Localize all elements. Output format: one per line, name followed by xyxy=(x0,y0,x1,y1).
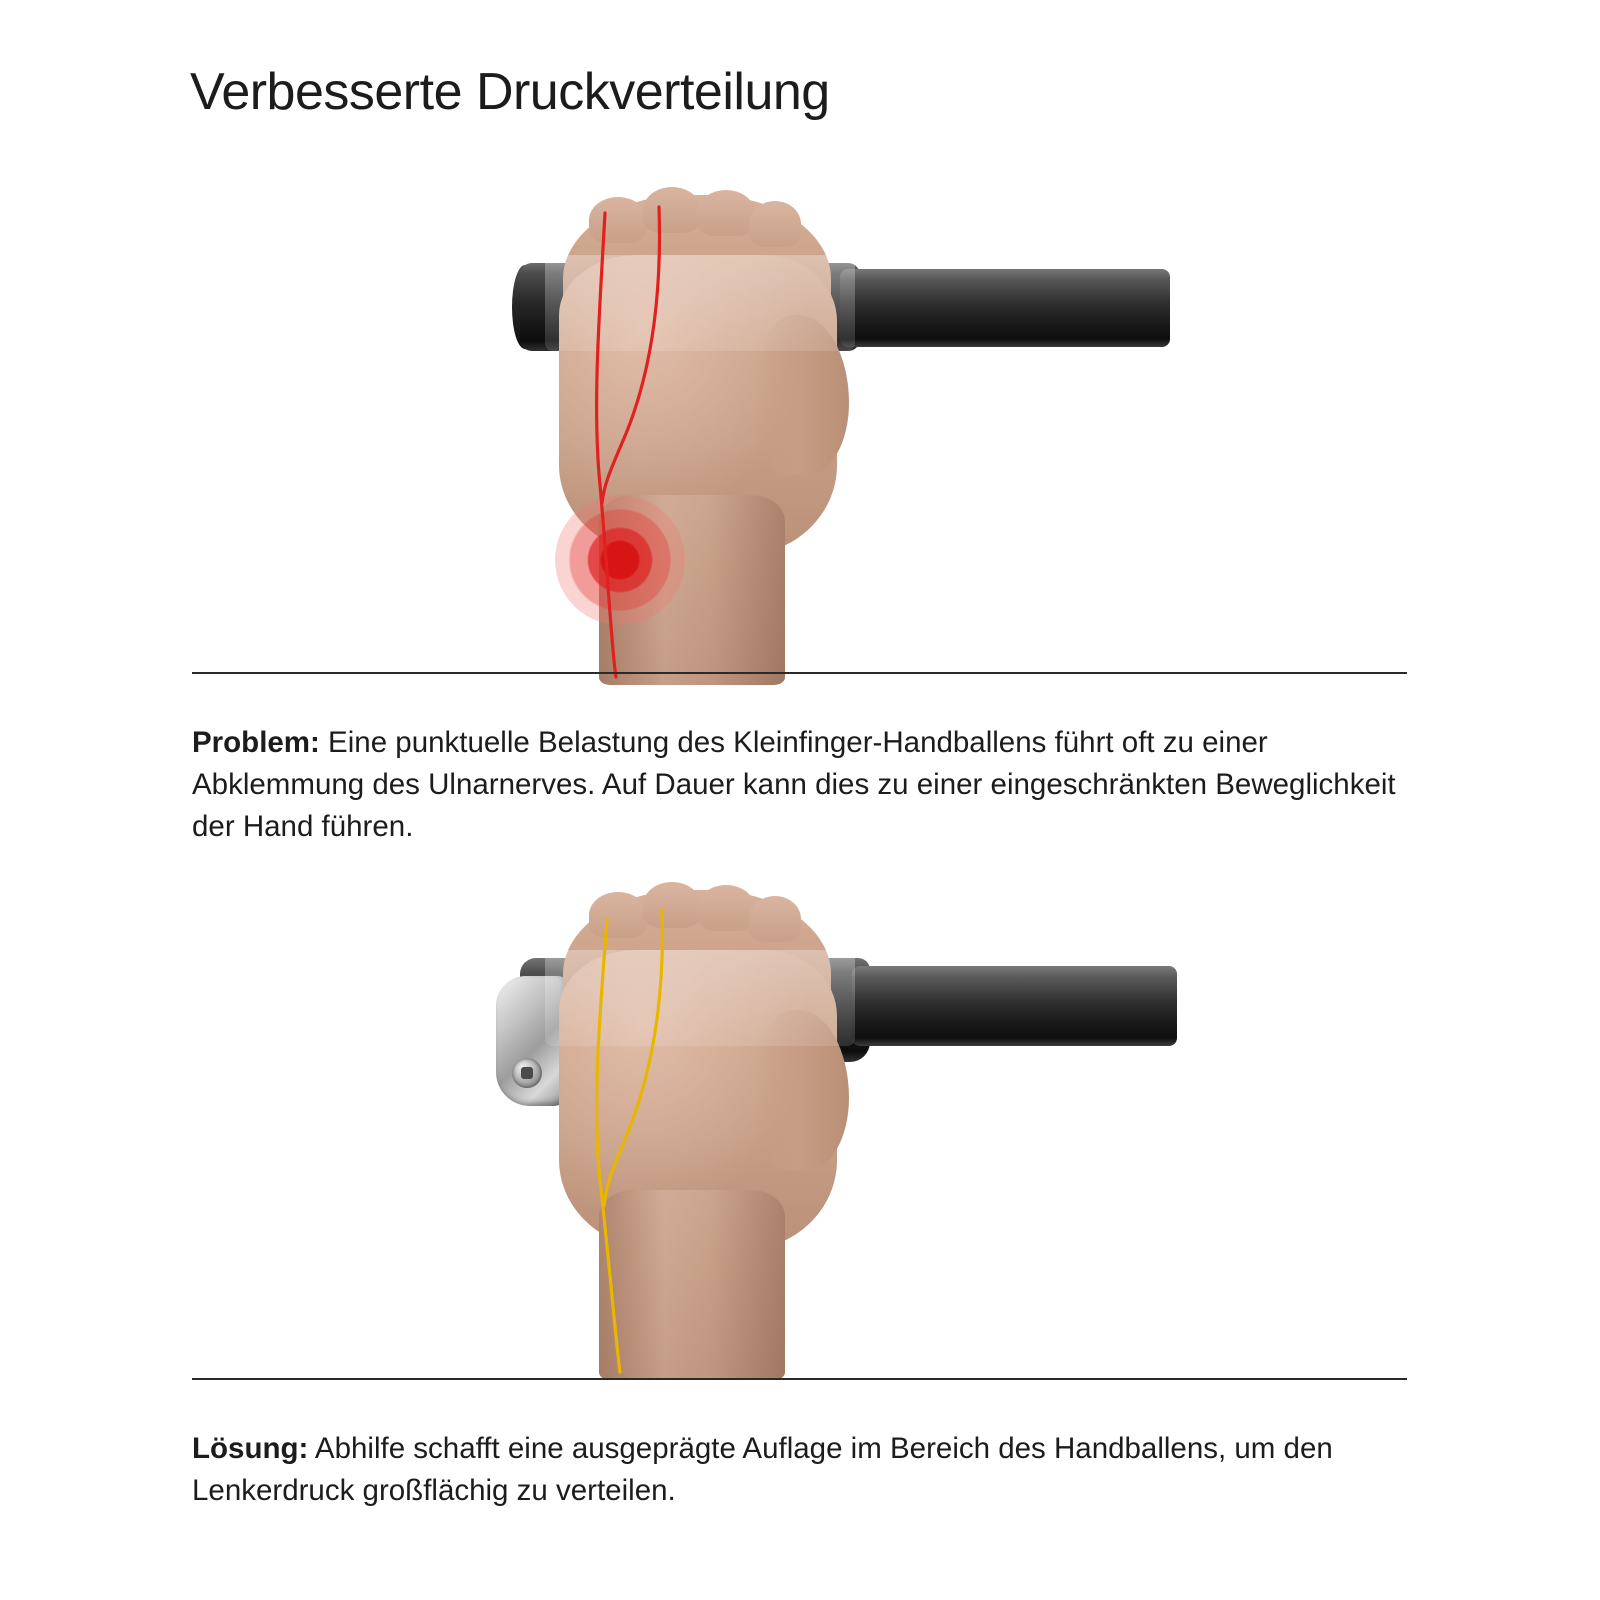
caption-loesung-text: Abhilfe schafft eine ausgeprägte Auflage im Bereich des Handballens, um den Lenkerdruck großflächig zu verteilen. xyxy=(192,1432,1333,1507)
caption-loesung-label: Lösung: xyxy=(192,1432,309,1465)
ulnar-nerve-line-problem xyxy=(0,185,1600,675)
divider-loesung xyxy=(192,1378,1407,1380)
caption-problem-text: Eine punktuelle Belastung des Kleinfinger-Handballens führt oft zu einer Abklemmung des Ulnarnerves. Auf Dauer kann dies zu einer eingeschränkten Beweglichkeit der Hand führen. xyxy=(192,726,1396,843)
divider-problem xyxy=(192,672,1407,674)
page-title: Verbesserte Druckverteilung xyxy=(190,63,830,121)
caption-problem-label: Problem: xyxy=(192,726,320,759)
figure-problem xyxy=(0,185,1600,675)
caption-loesung xyxy=(192,1428,1422,1512)
ulnar-nerve-line-loesung xyxy=(0,880,1600,1370)
figure-loesung xyxy=(0,880,1600,1370)
caption-problem xyxy=(192,722,1422,848)
